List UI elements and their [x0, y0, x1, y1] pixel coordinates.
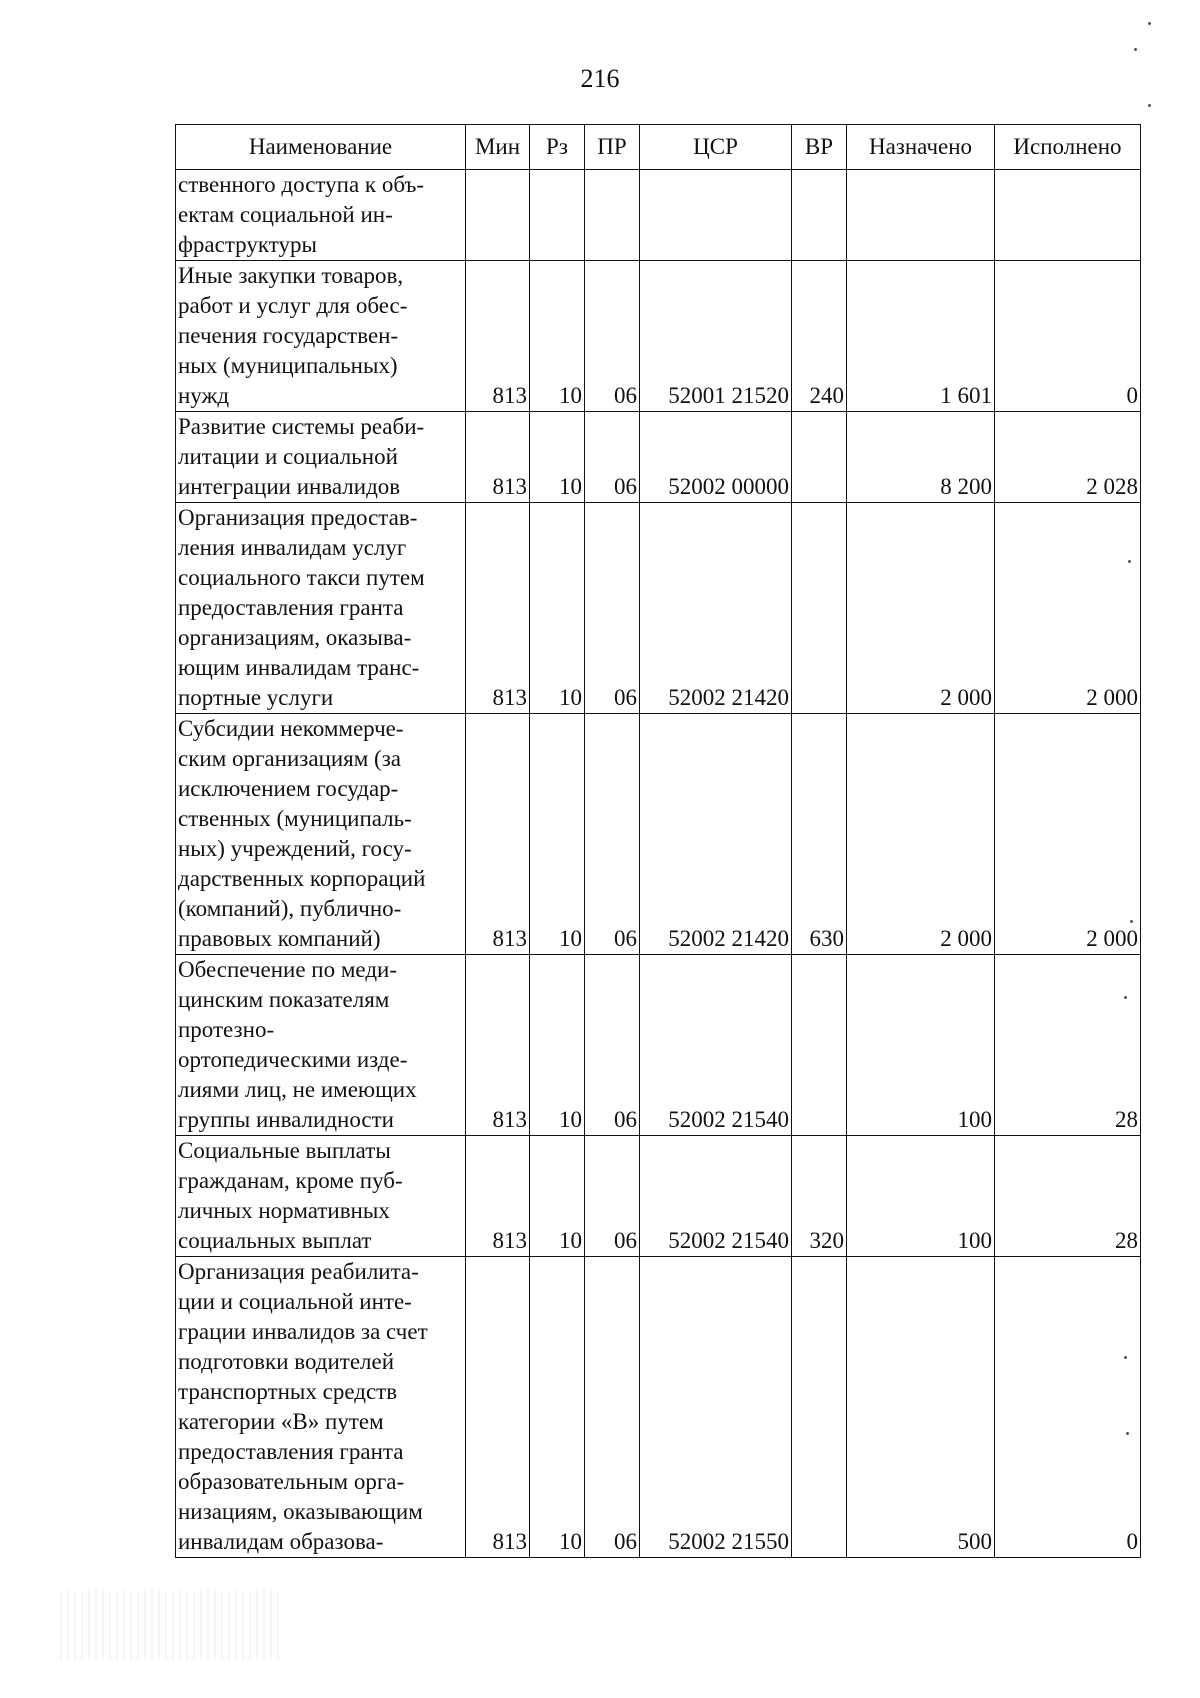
name-line: группы инвалидности [178, 1107, 394, 1132]
header-assigned: Назначено [847, 125, 995, 170]
cell-rz: 10 [530, 955, 585, 1136]
cell-executed: 2 028 [995, 412, 1141, 503]
name-line: ления инвалидам услуг [178, 535, 407, 560]
cell-min: 813 [466, 503, 530, 714]
name-line: грации инвалидов за счет [178, 1319, 428, 1344]
cell-executed: 2 000 [995, 714, 1141, 955]
cell-rz [530, 170, 585, 261]
cell-min: 813 [466, 261, 530, 412]
scan-speck [1130, 920, 1133, 923]
scan-speck [1128, 560, 1131, 563]
cell-name [176, 1136, 466, 1257]
name-line: Развитие системы реаби- [178, 414, 425, 439]
name-line: Социальные выплаты [178, 1138, 391, 1163]
name-line: Организация реабилита- [178, 1259, 419, 1284]
cell-rz: 10 [530, 261, 585, 412]
name-line: ектам социальной ин- [178, 202, 393, 227]
cell-vr [792, 1257, 847, 1558]
name-line: интеграции инвалидов [178, 474, 401, 499]
name-line: Субсидии некоммерче- [178, 716, 404, 741]
name-line: исключением государ- [178, 776, 399, 801]
cell-min: 813 [466, 714, 530, 955]
cell-assigned: 1 601 [847, 261, 995, 412]
table-row [176, 261, 1141, 412]
name-line: ющим инвалидам транс- [178, 655, 420, 680]
name-line: ортопедическими изде- [178, 1047, 408, 1072]
name-line: транспортных средств [178, 1379, 398, 1404]
name-line: организациям, оказыва- [178, 625, 412, 650]
cell-assigned: 2 000 [847, 503, 995, 714]
scan-speck [1148, 104, 1151, 107]
cell-csr: 52002 21420 [640, 503, 792, 714]
scan-speck [1124, 1356, 1127, 1359]
name-line: категории «В» путем [178, 1409, 384, 1434]
name-line: печения государствен- [178, 323, 399, 348]
name-line: ции и социальной инте- [178, 1289, 412, 1314]
cell-name [176, 955, 466, 1136]
page-number: 216 [580, 64, 620, 93]
cell-min: 813 [466, 412, 530, 503]
cell-assigned: 500 [847, 1257, 995, 1558]
name-line: социальных выплат [178, 1228, 372, 1253]
name-line: социального такси путем [178, 565, 425, 590]
scan-speck [1126, 1432, 1129, 1435]
cell-assigned: 100 [847, 1136, 995, 1257]
scan-smudge [60, 1590, 280, 1660]
cell-pr: 06 [585, 1257, 640, 1558]
cell-vr [792, 503, 847, 714]
cell-rz: 10 [530, 1257, 585, 1558]
cell-vr [792, 170, 847, 261]
cell-assigned: 100 [847, 955, 995, 1136]
name-line: Иные закупки товаров, [178, 263, 404, 288]
table-row [176, 412, 1141, 503]
table-row [176, 170, 1141, 261]
cell-min [466, 170, 530, 261]
header-executed: Исполнено [995, 125, 1141, 170]
budget-table [175, 124, 1141, 1558]
name-line: ных (муниципальных) [178, 353, 398, 378]
cell-executed [995, 170, 1141, 261]
name-line: Организация предостав- [178, 505, 418, 530]
cell-min: 813 [466, 955, 530, 1136]
name-line: ственного доступа к объ- [178, 172, 425, 197]
header-min: Мин [466, 125, 530, 170]
table-row [176, 714, 1141, 955]
cell-assigned [847, 170, 995, 261]
header-vr: ВР [792, 125, 847, 170]
name-line: ных) учреждений, госу- [178, 836, 412, 861]
cell-vr: 240 [792, 261, 847, 412]
cell-executed: 28 [995, 1136, 1141, 1257]
cell-executed: 0 [995, 1257, 1141, 1558]
cell-executed: 28 [995, 955, 1141, 1136]
cell-assigned: 2 000 [847, 714, 995, 955]
cell-csr [640, 170, 792, 261]
scan-speck [1124, 996, 1127, 999]
cell-min: 813 [466, 1136, 530, 1257]
name-line: (компаний), публично- [178, 896, 402, 921]
cell-executed: 0 [995, 261, 1141, 412]
scan-speck [1134, 48, 1137, 51]
name-line: гражданам, кроме пуб- [178, 1168, 403, 1193]
cell-pr: 06 [585, 412, 640, 503]
cell-csr: 52002 21550 [640, 1257, 792, 1558]
table-row [176, 955, 1141, 1136]
header-name: Наименование [176, 125, 466, 170]
name-line: работ и услуг для обес- [178, 293, 408, 318]
name-line: ским организациям (за [178, 746, 402, 771]
cell-rz: 10 [530, 412, 585, 503]
name-line: протезно- [178, 1017, 275, 1042]
cell-name [176, 170, 466, 261]
table-row [176, 1257, 1141, 1558]
cell-pr: 06 [585, 955, 640, 1136]
name-line: подготовки водителей [178, 1349, 395, 1374]
name-line: инвалидам образова- [178, 1529, 384, 1554]
name-line: лиями лиц, не имеющих [178, 1077, 417, 1102]
cell-rz: 10 [530, 1136, 585, 1257]
name-line: литации и социальной [178, 444, 398, 469]
header-rz: Рз [530, 125, 585, 170]
cell-pr [585, 170, 640, 261]
cell-vr: 320 [792, 1136, 847, 1257]
cell-min: 813 [466, 1257, 530, 1558]
name-line: ственных (муниципаль- [178, 806, 412, 831]
name-line: фраструктуры [178, 232, 317, 257]
table-header-row [176, 125, 1141, 170]
cell-csr: 52001 21520 [640, 261, 792, 412]
cell-name [176, 1257, 466, 1558]
cell-rz: 10 [530, 503, 585, 714]
cell-csr: 52002 00000 [640, 412, 792, 503]
cell-name [176, 261, 466, 412]
table-body [176, 170, 1141, 1558]
cell-pr: 06 [585, 261, 640, 412]
cell-name [176, 714, 466, 955]
name-line: низациям, оказывающим [178, 1499, 423, 1524]
cell-executed: 2 000 [995, 503, 1141, 714]
cell-vr [792, 412, 847, 503]
name-line: портные услуги [178, 685, 334, 710]
header-pr: ПР [585, 125, 640, 170]
cell-pr: 06 [585, 1136, 640, 1257]
name-line: дарственных корпораций [178, 866, 426, 891]
name-line: предоставления гранта [178, 1439, 404, 1464]
name-line: предоставления гранта [178, 595, 404, 620]
cell-csr: 52002 21540 [640, 1136, 792, 1257]
name-line: личных нормативных [178, 1198, 390, 1223]
cell-assigned: 8 200 [847, 412, 995, 503]
table-row [176, 503, 1141, 714]
cell-name [176, 412, 466, 503]
cell-name [176, 503, 466, 714]
name-line: Обеспечение по меди- [178, 957, 397, 982]
scan-speck [1148, 22, 1151, 25]
cell-pr: 06 [585, 503, 640, 714]
name-line: нужд [178, 383, 230, 408]
cell-vr: 630 [792, 714, 847, 955]
cell-csr: 52002 21420 [640, 714, 792, 955]
cell-pr: 06 [585, 714, 640, 955]
name-line: правовых компаний) [178, 926, 381, 951]
cell-rz: 10 [530, 714, 585, 955]
cell-vr [792, 955, 847, 1136]
table-row [176, 1136, 1141, 1257]
name-line: цинским показателям [178, 987, 390, 1012]
cell-csr: 52002 21540 [640, 955, 792, 1136]
header-csr: ЦСР [640, 125, 792, 170]
name-line: образовательным орга- [178, 1469, 405, 1494]
